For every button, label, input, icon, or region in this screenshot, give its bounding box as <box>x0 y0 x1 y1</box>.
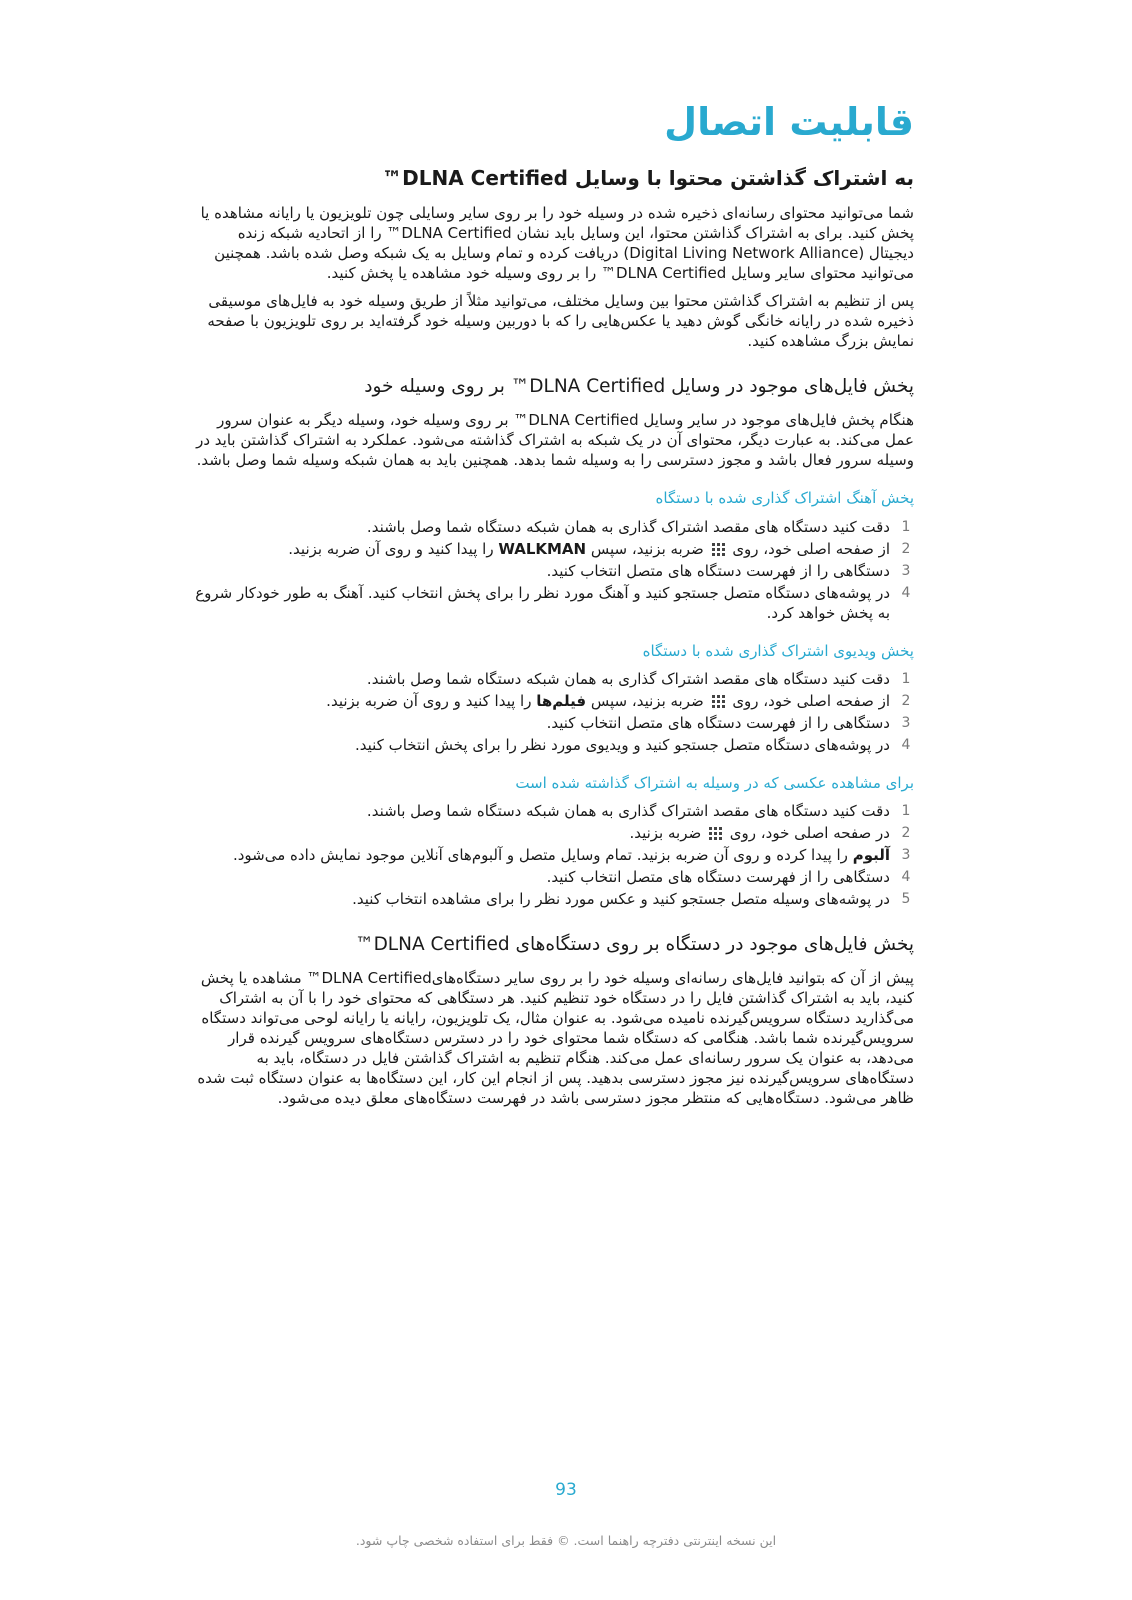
subheading-shared-photo: برای مشاهده عکسی که در وسیله به اشتراک گذاشته شده است <box>515 773 914 792</box>
page-footer: این نسخه اینترنتی دفترچه راهنما است. © فقط برای استفاده شخصی چاپ شود. <box>355 1533 777 1548</box>
app-name-album: آلبوم <box>852 846 890 865</box>
step-number: 3 <box>901 562 911 579</box>
app-name-movies: فیلم‌ها <box>536 691 587 710</box>
step-text: ضربه بزنید. <box>629 824 702 843</box>
step-number: 1 <box>901 518 911 535</box>
step-text: را پیدا کرده و روی آن ضربه بزنید. تمام وسایل متصل و آلبوم‌های آنلاین موجود نمایش داده می‌شود. <box>232 846 848 865</box>
step-text: دستگاهی را از فهرست دستگاه های متصل انتخاب کنید. <box>546 713 890 732</box>
step-text: دستگاهی را از فهرست دستگاه های متصل انتخاب کنید. <box>546 868 890 887</box>
list-item <box>190 823 914 843</box>
step-text: در پوشه‌های وسیله متصل جستجو کنید و عکس مورد نظر را برای مشاهده انتخاب کنید. <box>352 890 890 909</box>
list-item <box>190 517 914 537</box>
list-item <box>190 713 914 733</box>
paragraph: پس از تنظیم به اشتراک گذاشتن محتوا بین وسایل مختلف، می‌توانید مثلاً از طریق وسیله خود به فایل‌های موسیقی ذخیره شده در رایانه خانگی گوش دهید یا عکس‌هایی را که با دوربین وسیله خود گرفته‌اید بر روی تلویزیون با صفحه نمایش بزرگ مشاهده کنید. <box>207 292 914 351</box>
paragraph: هنگام پخش فایل‌های موجود در سایر وسایل DLNA Certified™ بر روی وسیله خود، وسیله دیگر به عنوان سرور عمل می‌کند. به عبارت دیگر، محتوای آن در یک شبکه به اشتراک گذاشته می‌شود. عملکرد به اشتراک گذاشتن باید در وسیله سرور فعال باشد و مجوز دسترسی را به وسیله شما بدهد. همچنین باید به همان شبکه وسیله شما وصل باشد. <box>196 411 914 470</box>
step-number: 2 <box>901 825 911 842</box>
step-text: را پیدا کنید و روی آن ضربه بزنید. <box>288 539 494 558</box>
step-number: 3 <box>901 847 911 864</box>
step-text: در پوشه‌های دستگاه متصل جستجو کنید و ویدیوی مورد نظر را برای پخش انتخاب کنید. <box>354 735 890 754</box>
list-item <box>190 845 914 865</box>
step-number: 3 <box>901 714 911 731</box>
step-text: دقت کنید دستگاه های مقصد اشتراک گذاری به همان شبکه دستگاه شما وصل باشند. <box>366 669 890 688</box>
step-text: دستگاهی را از فهرست دستگاه های متصل انتخاب کنید. <box>546 561 890 580</box>
step-number: 5 <box>901 891 911 908</box>
step-text: دقت کنید دستگاه های مقصد اشتراک گذاری به همان شبکه دستگاه شما وصل باشند. <box>366 802 890 821</box>
subheading-shared-music: پخش آهنگ اشتراک گذاری شده با دستگاه <box>655 489 914 508</box>
step-text: از صفحه اصلی خود، روی <box>732 539 890 558</box>
apps-grid-icon <box>709 827 722 840</box>
page-number: 93 <box>555 1480 577 1500</box>
paragraph: پیش از آن که بتوانید فایل‌های رسانه‌ای وسیله خود را بر روی سایر دستگاه‌هایDLNA Certified™ مشاهده یا پخش کنید، باید به اشتراک گذاشتن فایل را در دستگاه خود تنظیم کنید. هر دستگاهی که محتوای خود را با آن به اشتراک می‌گذارید دستگاه سرویس‌گیرنده نامیده می‌شود. به عنوان مثال، یک تلویزیون، رایانه یا رایانه لوحی می‌تواند دستگاه سرویس‌گیرنده شما باشد. هنگامی که دستگاه شما محتوای خود را در دسترس دستگاه‌های سرویس گیرنده قرار می‌دهد، به عنوان یک سرور رسانه‌ای عمل می‌کند. هنگام تنظیم به اشتراک گذاشتن فایل در دستگاه، باید به دستگاه‌های سرویس‌گیرنده نیز مجوز دسترسی بدهید. پس از انجام این کار، این دستگاه‌ها به عنوان دستگاه ثبت شده ظاهر می‌شود. دستگاه‌هایی که منتظر مجوز دسترسی باشد در فهرست دستگاه‌های معلق دیده می‌شود. <box>197 969 914 1108</box>
step-text: را پیدا کنید و روی آن ضربه بزنید. <box>326 691 532 710</box>
apps-grid-icon <box>712 543 725 556</box>
step-number: 2 <box>901 540 911 557</box>
paragraph: شما می‌توانید محتوای رسانه‌ای ذخیره شده در وسیله خود را بر روی سایر وسایلی چون تلویزیون یا رایانه مشاهده یا پخش کنید. برای به اشتراک گذاشتن محتوا، این وسایل باید نشان DLNA Certified™ را از اتحادیه شبکه زنده دیجیتال (Digital Living Network Alliance) دریافت کرده و تمام وسایل به یک شبکه وصل شده باشد. همچنین می‌توانید محتوای سایر وسایل DLNA Certified™ را بر روی وسیله خود مشاهده یا پخش کنید. <box>200 204 914 283</box>
step-number: 4 <box>901 869 911 886</box>
list-item <box>190 669 914 689</box>
list-item <box>190 867 914 887</box>
list-item <box>190 539 914 559</box>
list-item <box>190 583 914 623</box>
step-text: ضربه بزنید، سپس <box>590 691 704 710</box>
step-text: دقت کنید دستگاه های مقصد اشتراک گذاری به همان شبکه دستگاه شما وصل باشند. <box>366 517 890 536</box>
section-heading-play-on-dlna: پخش فایل‌های موجود در دستگاه بر روی دستگاه‌های DLNA Certified™ <box>355 934 914 956</box>
list-item <box>190 691 914 711</box>
step-number: 4 <box>901 584 911 601</box>
list-item <box>190 735 914 755</box>
steps-list-photo <box>190 801 914 909</box>
section-heading-share-content: به اشتراک گذاشتن محتوا با وسایل DLNA Certified™ <box>382 166 914 191</box>
list-item <box>190 889 914 909</box>
page-title: قابلیت اتصال <box>664 100 914 144</box>
step-number: 4 <box>901 736 911 753</box>
list-item <box>190 801 914 821</box>
steps-list-music <box>190 517 914 623</box>
step-number: 1 <box>901 803 911 820</box>
apps-grid-icon <box>712 695 725 708</box>
step-text: در پوشه‌های دستگاه متصل جستجو کنید و آهنگ مورد نظر را برای پخش انتخاب کنید. آهنگ به طور خودکار شروع به پخش خواهد کرد. <box>195 583 890 622</box>
step-text: از صفحه اصلی خود، روی <box>732 691 890 710</box>
section-heading-play-on-device: پخش فایل‌های موجود در وسایل DLNA Certified™ بر روی وسیله خود <box>364 376 914 398</box>
step-number: 1 <box>901 670 911 687</box>
step-text: ضربه بزنید، سپس <box>590 539 704 558</box>
subheading-shared-video: پخش ویدیوی اشتراک گذاری شده با دستگاه <box>642 641 914 660</box>
step-text: در صفحه اصلی خود، روی <box>729 824 890 843</box>
steps-list-video <box>190 669 914 755</box>
app-name-walkman: WALKMAN <box>498 539 587 558</box>
list-item <box>190 561 914 581</box>
step-number: 2 <box>901 692 911 709</box>
